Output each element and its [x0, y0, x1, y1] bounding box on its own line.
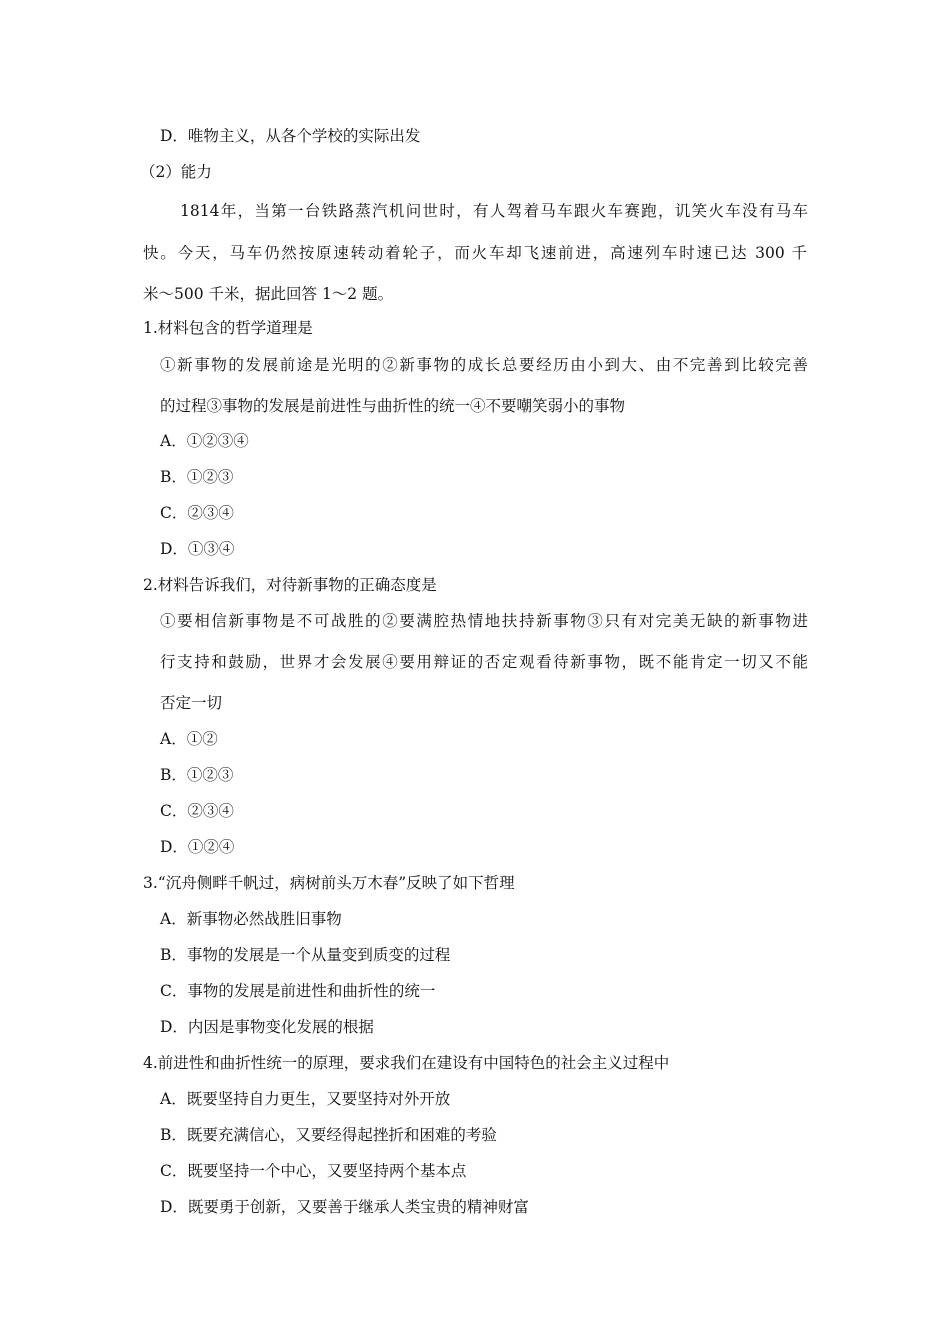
- question-2-option-a: A．①②: [160, 730, 218, 748]
- question-2-statements-line-1: ①要相信新事物是不可战胜的②要满腔热情地扶持新事物③只有对完美无缺的新事物进: [160, 612, 808, 630]
- question-4-stem: 4.前进性和曲折性统一的原理，要求我们在建设有中国特色的社会主义过程中: [143, 1054, 670, 1072]
- question-3-option-d: D．内因是事物变化发展的根据: [160, 1018, 374, 1036]
- question-1-option-a: A．①②③④: [160, 432, 249, 450]
- previous-question-option-d: D．唯物主义，从各个学校的实际出发: [160, 127, 421, 145]
- question-2-statements-line-2: 行支持和鼓励，世界才会发展④要用辩证的否定观看待新事物，既不能肯定一切又不能: [160, 653, 808, 671]
- question-2-statements-line-3: 否定一切: [160, 694, 223, 712]
- question-3-stem: 3.“沉舟侧畔千帆过，病树前头万木春”反映了如下哲理: [143, 874, 515, 892]
- question-4-option-d: D．既要勇于创新，又要善于继承人类宝贵的精神财富: [160, 1198, 529, 1216]
- question-3-option-c: C．事物的发展是前进性和曲折性的统一: [160, 982, 436, 1000]
- question-4-option-b: B．既要充满信心，又要经得起挫折和困难的考验: [160, 1126, 497, 1144]
- question-3-option-b: B．事物的发展是一个从量变到质变的过程: [160, 946, 451, 964]
- question-1-stem: 1.材料包含的哲学道理是: [143, 319, 313, 337]
- question-2-stem: 2.材料告诉我们，对待新事物的正确态度是: [143, 576, 437, 594]
- question-2-option-b: B．①②③: [160, 766, 234, 784]
- question-4-option-a: A．既要坚持自力更生，又要坚持对外开放: [160, 1090, 451, 1108]
- intro-paragraph-line-3: 米～500 千米，据此回答 1～2 题。: [143, 285, 394, 303]
- question-4-option-c: C．既要坚持一个中心，又要坚持两个基本点: [160, 1162, 467, 1180]
- intro-paragraph-line-1: 1814年，当第一台铁路蒸汽机问世时，有人驾着马车跟火车赛跑，讥笑火车没有马车: [180, 202, 808, 220]
- question-2-option-d: D．①②④: [160, 838, 235, 856]
- question-1-statements-line-2: 的过程③事物的发展是前进性与曲折性的统一④不要嘲笑弱小的事物: [160, 397, 626, 415]
- question-1-statements-line-1: ①新事物的发展前途是光明的②新事物的成长总要经历由小到大、由不完善到比较完善: [160, 356, 808, 374]
- question-2-option-c: C．②③④: [160, 802, 234, 820]
- question-1-option-b: B．①②③: [160, 468, 234, 486]
- section-title: （2）能力: [140, 163, 212, 181]
- question-1-option-c: C．②③④: [160, 504, 234, 522]
- question-3-option-a: A．新事物必然战胜旧事物: [160, 910, 342, 928]
- intro-paragraph-line-2: 快。今天，马车仍然按原速转动着轮子，而火车却飞速前进，高速列车时速已达 300 千: [143, 244, 807, 262]
- question-1-option-d: D．①③④: [160, 540, 235, 558]
